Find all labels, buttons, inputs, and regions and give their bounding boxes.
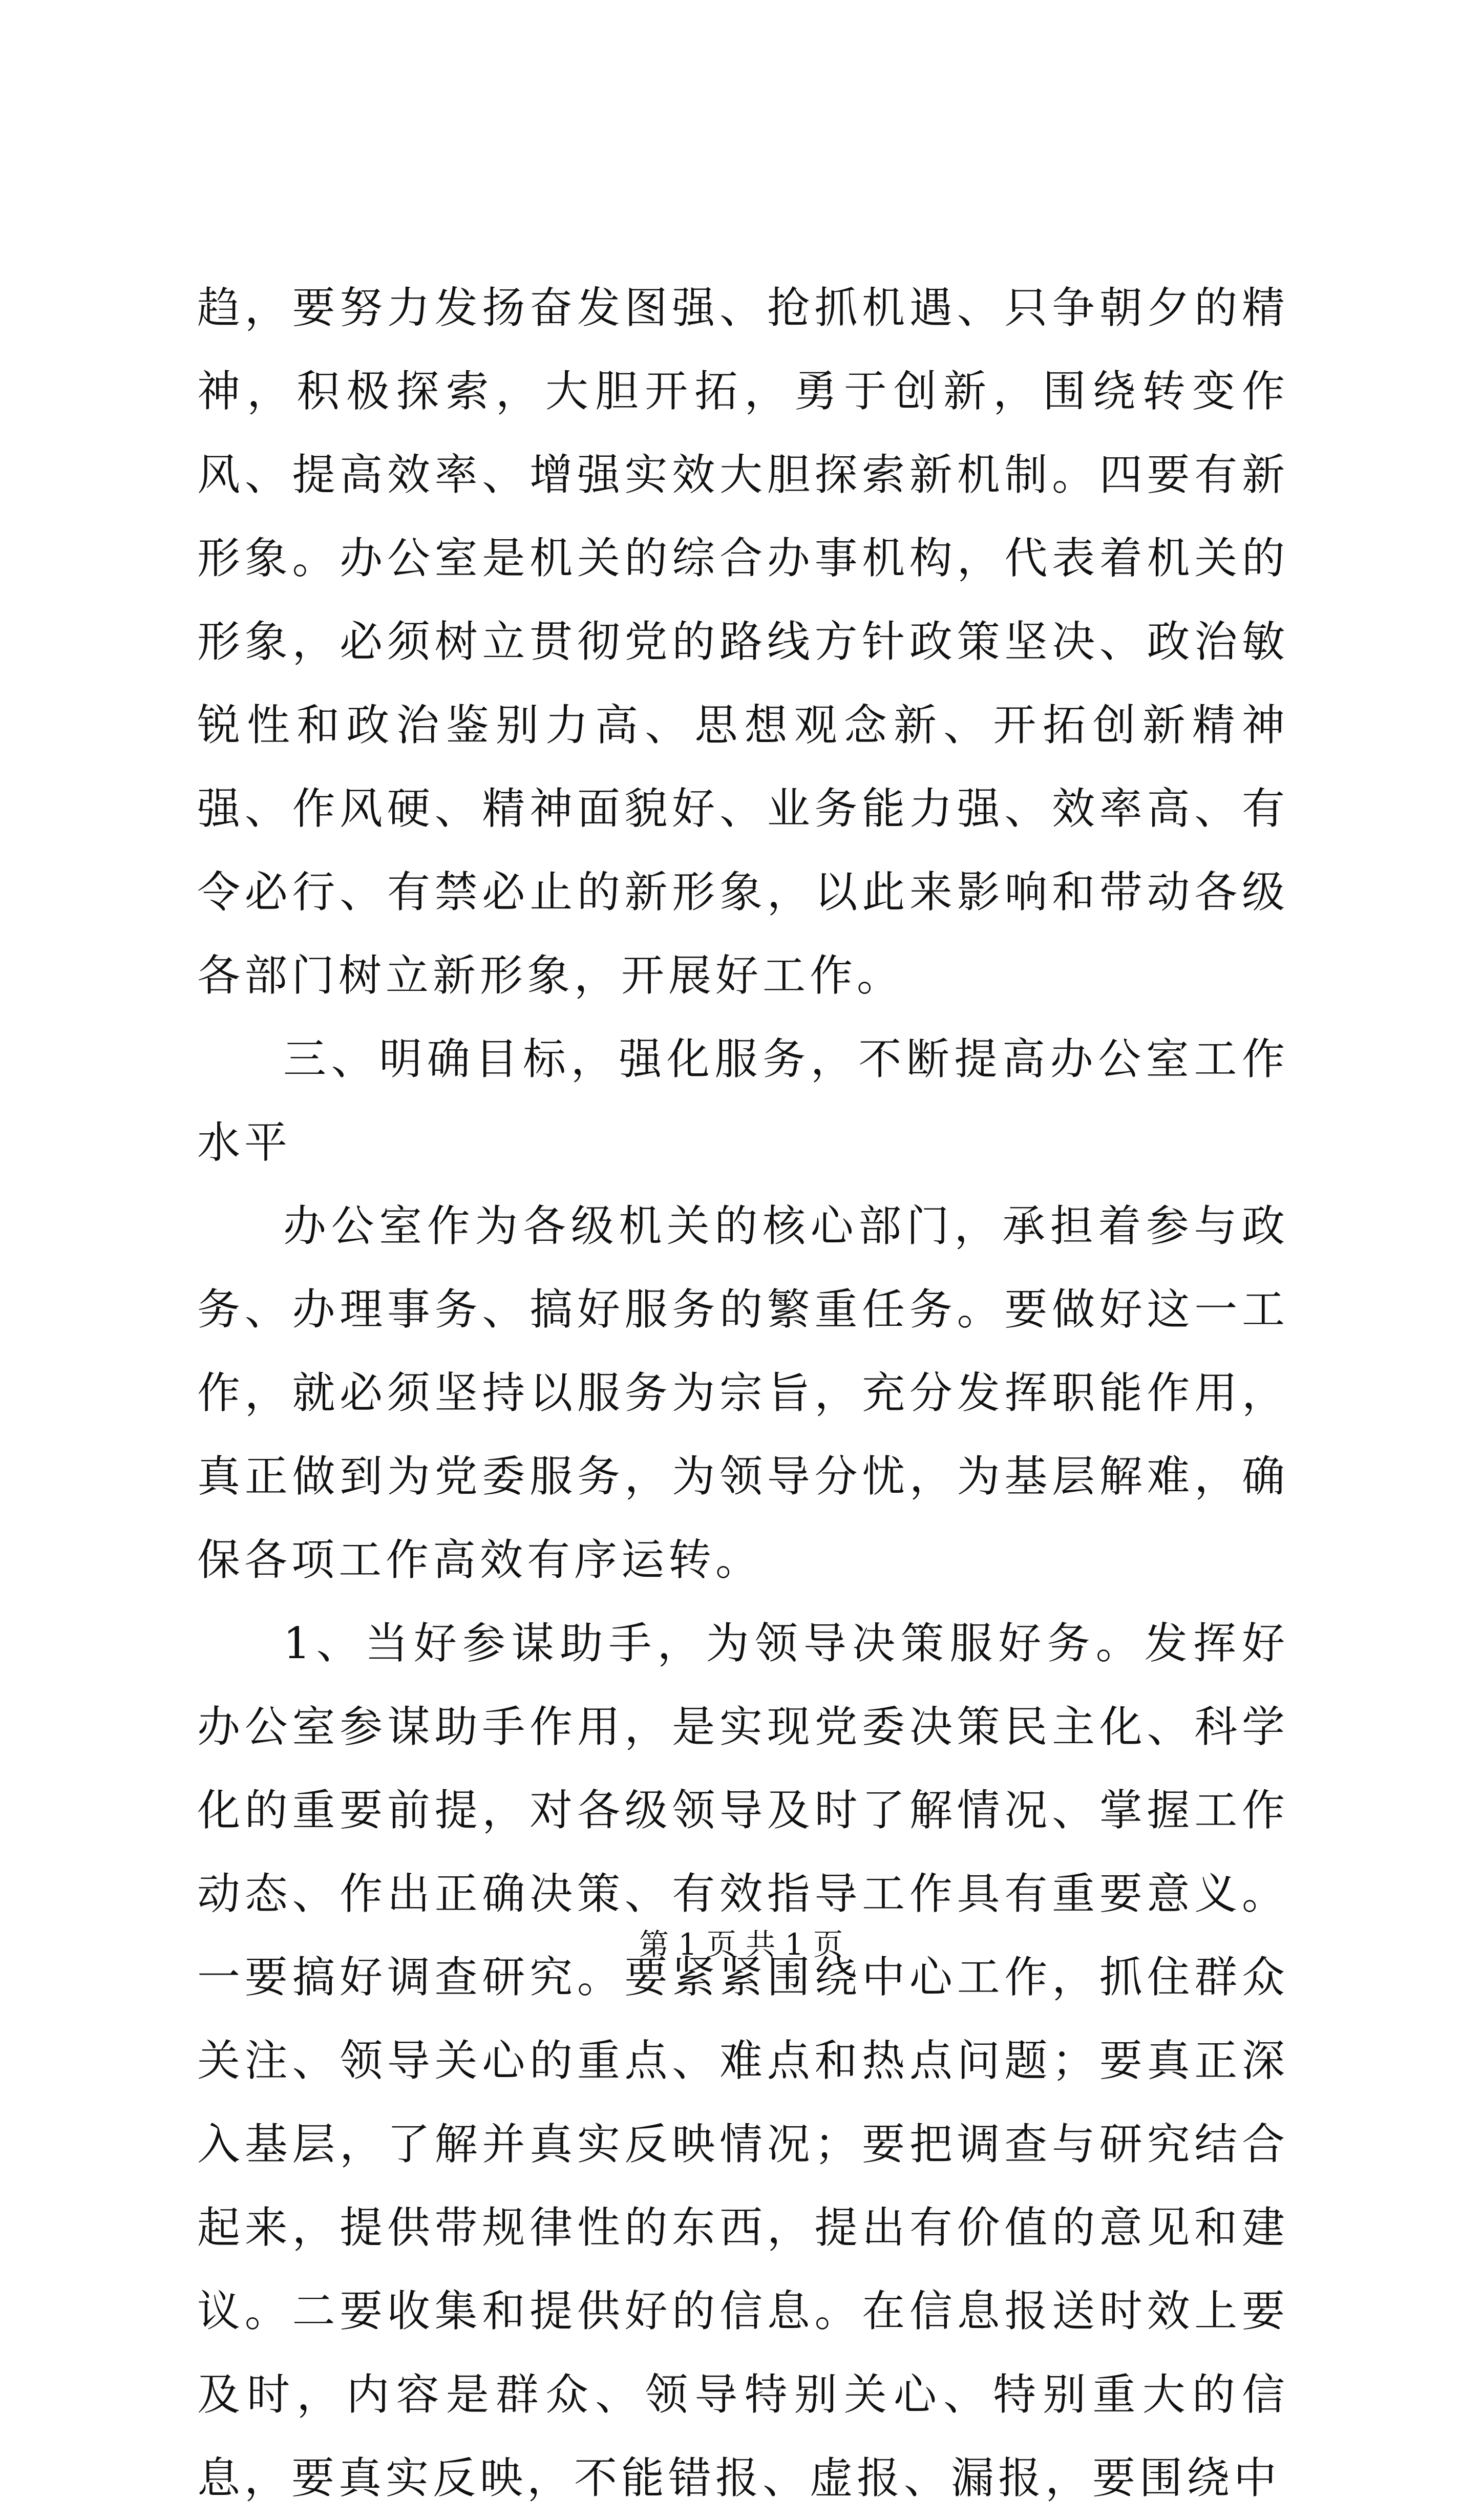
document-body: [197, 266, 1289, 2520]
paragraph-2-section-heading: 三、明确目标，强化服务，不断提高办公室工作水平: [197, 1034, 1289, 1168]
paragraph-4: 1、当好参谋助手，为领导决策服好务。发挥好办公室参谋助手作用，是实现党委决策民主化、科学化的重要前提，对各级领导及时了解情况、掌握工作动态、作出正确决策、有效指导工作具有重要意义。一要搞好调查研究。要紧紧围绕中心工作，抓住群众关注、领导关心的重点、难点和热点问题；要真正深入基层，了解并真实反映情况；要把调查与研究结合起来，提供带规律性的东西，提出有价值的意见和建议。二要收集和提供好的信息。在信息报送时效上要及时，内容是群众、领导特别关心、特别重大的信息，要真实反映，不能错报、虚报、漏报，要围绕中: [197, 1618, 1289, 2503]
paragraph-1: 趋，要努力发扬奋发图强、抢抓机遇、只争朝夕的精神，积极探索，大胆开拓，勇于创新，围绕转变作风、提高效率、增强实效大胆探索新机制。四要有新形象。办公室是机关的综合办事机构，代表着机关的形象，必须树立贯彻党的路线方针政策坚决、政治敏锐性和政治鉴别力高、思想观念新、开拓创新精神强、作风硬、精神面貌好、业务能力强、效率高、有令必行、有禁必止的新形象，以此来影响和带动各级各部门树立新形象，开展好工作。: [197, 283, 1289, 1001]
paragraph-3: 办公室作为各级机关的核心部门，承担着参与政务、办理事务、搞好服务的繁重任务。要做好这一工作，就必须坚持以服务为宗旨，充分发挥职能作用，真正做到为党委服务，为领导分忧，为基层解难，确保各项工作高效有序运转。: [197, 1201, 1289, 1585]
page-footer: 第 1 页 共 1 页: [639, 1927, 843, 1962]
